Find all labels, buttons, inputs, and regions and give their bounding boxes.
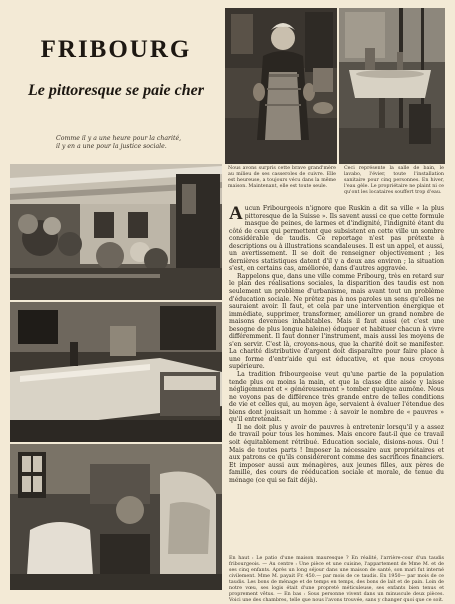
page-title: FRIBOURG [40, 36, 192, 63]
article-paragraph-1 [229, 205, 444, 273]
article-paragraph-2: Rappelons que, dans une ville comme Fribourg, très en retard sur le plan des réalisations sociales, la disparition des taudis est non seulement un problème d'urbanisme, mais avant tout un problème d'éducation sociale. Ne prêtez pas à nos paroles un sens qu'elles ne sauraient avoir. Il faut, et cela par une intervention énergique et immédiate, supprimer, transformer, améliorer un grand nombre de maisons devenues inhabitables. Mais il faut aussi (et c'est une besogne de plus longue haleine) éduquer et habituer chacun à vivre différemment. Il faut donner l'instrument, mais aussi les moyens de s'en servir. C'est là, croyons-nous, que la charité doit se manifester. La charité distributive d'argent doit disparaître pour faire place à une forme d'entr'aide qui est éducative, et que nous croyons supérieure. [229, 272, 444, 371]
photo-old-woman [225, 8, 337, 164]
drop-cap: A [229, 205, 243, 224]
photo-bedroom [10, 302, 222, 442]
caption-photo-series: En haut : Le patio d'une maison mauresque ? En réalité, l'arrière-cour d'un taudis fribourgeois. — Au centre : Une pièce et une cuisine, l'appartement de Mme M. et de ses cinq enfants. Après un long séjour dans une maison de santé, son mari fut interné civilement. Mme M. payait Fr. 450.— par mois de ce taudis. En 1950— par mois de ce taudis. Les bons de ménage et de temps en temps, des bons de lait et de pain. Loin de notre vœu, ses logis était d'une propreté méticuleuse, ses enfants bien tenus et proprement vêtus. — En bas : Sous personne vivent dans un minuscule deux pièces. Voici une des chambres, telle que nous l'avons trouvée, sans y changer quoi que ce soit. [229, 556, 444, 603]
title-block [10, 10, 222, 160]
article-paragraph-1-text: ucun Fribourgeois n'ignore que Ruskin a dit sa ville « la plus pittoresque de la Suisse ». Ils savent aussi ce que cette formule masque de peines, de larmes et d'indignité, l'indignité étant du côté de ceux qui permettent que subsistent en cette ville un sombre considérable de taudis. Ce reportage n'est pas prétexte à descriptions ou à illustrations scandaleuses. Il est un appel, et aussi, un avertissement. Il se doit de renseigner objectivement ; les dernières statistiques datent d'il y a deux ans environ ; la situation s'est, en certains cas, améliorée, dans d'autres aggravée. [229, 205, 444, 273]
article-paragraph-4: Il ne doit plus y avoir de pauvres à entretenir lorsqu'il y a assez de travail pour tous les hommes. Mais encore faut-il que ce travail soit équitablement rétribué. Education sociale, disions-nous. Oui ! Mais de toutes parts ! Imposer la nécessaire aux propriétaires et aux patrons ce qu'ils considéreront comme des sacrifices financiers. Et imposer aussi aux ménagères, aux jeunes filles, aux pères de famille, des cours de rééducation sociale et morale, de tenue du ménage (ce qui se fait déjà). [229, 423, 444, 484]
article-paragraph-3: La tradition fribourgeoise veut qu'une partie de la population tende plus ou moins la main, et que la classe dite aisée y laisse négligemment et « généreusement » tomber quelque aumône. Nous ne voyons pas de différence très grande entre de telles conditions de vie et celles qui, au moyen âge, servaient à évaluer l'étendue des biens dont jouissait un homme : à savoir le nombre de « pauvres » qu'il entretenait. [229, 371, 444, 424]
page-subtitle: Le pittoresque se paie cher [28, 82, 204, 99]
article-body [229, 205, 444, 551]
caption-sink: Ceci représente la salle de bain, le lavabo, l'évier, toute l'installation sanitaire pour cinq personnes. En hiver, l'eau gèle. Le propriétaire ne plaint ni ce qu'ont les locataires souffert trop d'eau. [344, 166, 444, 195]
epigraph-line-1: Comme il y a une heure pour la charité, [56, 135, 182, 142]
photo-backyard [10, 164, 222, 300]
epigraph [56, 135, 222, 151]
epigraph-line-2: il y en a une pour la justice sociale. [56, 143, 167, 150]
caption-old-woman: Nous avons surpris cette brave grand'mère au milieu de ses casseroles de cuivre. Elle est heureuse, a toujours vécu dans la même maison. Maintenant, elle est toute seule. [228, 166, 336, 189]
photo-laundry-room [10, 444, 222, 590]
photo-sink [339, 8, 445, 164]
